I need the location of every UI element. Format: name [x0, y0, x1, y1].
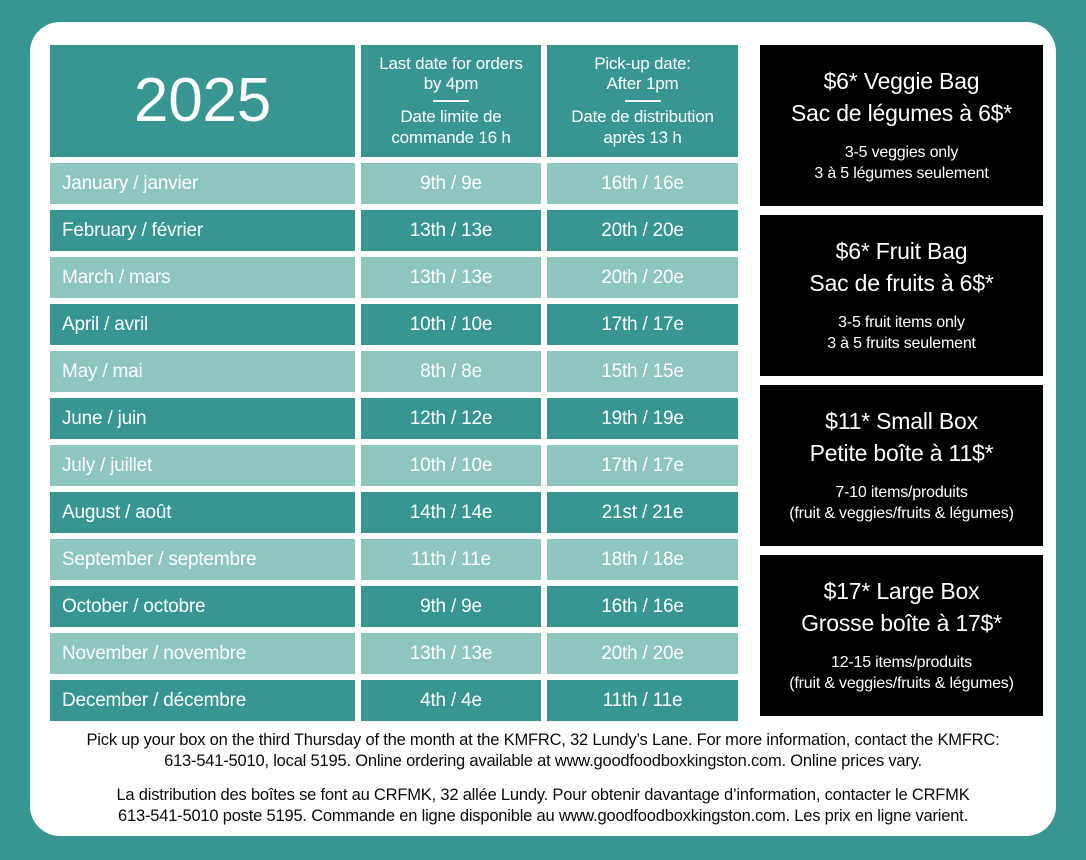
month-cell: November / novembre	[50, 633, 355, 674]
pickup-date-cell: 18th / 18e	[547, 539, 738, 580]
header-divider-line	[433, 100, 469, 102]
product-title-fr: Sac de légumes à 6$*	[790, 100, 1013, 127]
order-date-cell: 9th / 9e	[361, 586, 541, 627]
pickup-header-en-line2: After 1pm	[606, 74, 679, 94]
order-date-cell: 10th / 10e	[361, 304, 541, 345]
footer-english-paragraph	[38, 730, 1048, 773]
order-date-cell: 14th / 14e	[361, 492, 541, 533]
order-date-cell: 13th / 13e	[361, 257, 541, 298]
column-header-pickup-date	[547, 45, 738, 157]
product-desc-line2: 3 à 5 fruits seulement	[827, 334, 976, 352]
footer-en-line1: Pick up your box on the third Thursday of the month at the KMFRC, 32 Lundy’s Lane. For more information, contact the KMFRC:	[86, 731, 1000, 749]
product-box-fruit-bag	[760, 215, 1043, 376]
order-date-cell: 13th / 13e	[361, 633, 541, 674]
product-desc-line1: 12-15 items/produits	[831, 653, 972, 671]
footer-fr-line2: 613-541-5010 poste 5195. Commande en ligne disponible au www.goodfoodboxkingston.com. Les prix en ligne varient.	[118, 807, 968, 826]
product-title-en: $11* Small Box	[825, 408, 978, 435]
pickup-header-en-line1: Pick-up date:	[594, 53, 691, 73]
product-desc-line2: 3 à 5 légumes seulement	[814, 164, 989, 182]
product-title-fr: Grosse boîte à 17$*	[801, 610, 1002, 637]
order-date-cell: 12th / 12e	[361, 398, 541, 439]
pickup-date-cell: 16th / 16e	[547, 586, 738, 627]
month-cell: December / décembre	[50, 680, 355, 721]
pickup-date-cell: 11th / 11e	[547, 680, 738, 721]
product-title-fr: Sac de fruits à 6$*	[809, 270, 994, 297]
pickup-date-cell: 16th / 16e	[547, 163, 738, 204]
column-header-order-deadline	[361, 45, 541, 157]
product-desc-line1: 3-5 fruit items only	[838, 313, 965, 331]
pickup-date-cell: 17th / 17e	[547, 445, 738, 486]
order-date-cell: 10th / 10e	[361, 445, 541, 486]
pickup-header-fr-line1: Date de distribution	[571, 107, 714, 126]
header-divider-line	[625, 100, 661, 102]
product-desc-line2: (fruit & veggies/fruits & légumes)	[789, 504, 1014, 522]
schedule-table	[50, 45, 738, 721]
order-date-cell: 8th / 8e	[361, 351, 541, 392]
pickup-date-cell: 19th / 19e	[547, 398, 738, 439]
month-cell: April / avril	[50, 304, 355, 345]
product-desc-line1: 3-5 veggies only	[844, 143, 959, 161]
order-header-en-line1: Last date for orders	[379, 53, 523, 73]
footer-info	[38, 730, 1048, 840]
month-cell: May / mai	[50, 351, 355, 392]
order-date-cell: 9th / 9e	[361, 163, 541, 204]
footer-fr-line1: La distribution des boîtes se font au CRFMK, 32 allée Lundy. Pour obtenir davantage d’information, contacter le CRFMK	[116, 785, 970, 804]
month-cell: February / février	[50, 210, 355, 251]
order-header-en-line2: by 4pm	[423, 74, 479, 94]
month-cell: March / mars	[50, 257, 355, 298]
month-cell: June / juin	[50, 398, 355, 439]
pickup-date-cell: 20th / 20e	[547, 633, 738, 674]
flyer-card	[30, 22, 1056, 836]
pickup-date-cell: 20th / 20e	[547, 210, 738, 251]
product-title-fr: Petite boîte à 11$*	[809, 440, 994, 467]
order-date-cell: 4th / 4e	[361, 680, 541, 721]
product-desc-line1: 7-10 items/produits	[835, 483, 968, 501]
pickup-date-cell: 20th / 20e	[547, 257, 738, 298]
order-date-cell: 13th / 13e	[361, 210, 541, 251]
month-cell: August / août	[50, 492, 355, 533]
pickup-header-fr-line2: après 13 h	[603, 127, 682, 147]
pickup-date-cell: 17th / 17e	[547, 304, 738, 345]
product-title-en: $6* Veggie Bag	[823, 68, 980, 95]
order-header-fr-line2: commande 16 h	[391, 127, 511, 147]
pickup-date-cell: 21st / 21e	[547, 492, 738, 533]
month-cell: October / octobre	[50, 586, 355, 627]
product-box-small-box	[760, 385, 1043, 546]
order-header-fr-line1: Date limite de	[400, 107, 502, 126]
year-heading	[50, 45, 355, 157]
month-cell: January / janvier	[50, 163, 355, 204]
footer-en-line2: 613-541-5010, local 5195. Online ordering available at www.goodfoodboxkingston.com. Online prices vary.	[164, 752, 922, 771]
product-title-en: $17* Large Box	[823, 578, 980, 605]
footer-french-paragraph	[38, 785, 1048, 828]
product-desc-line2: (fruit & veggies/fruits & légumes)	[789, 674, 1014, 692]
product-box-veggie-bag	[760, 45, 1043, 206]
product-box-large-box	[760, 555, 1043, 716]
product-title-en: $6* Fruit Bag	[835, 238, 968, 265]
month-cell: July / juillet	[50, 445, 355, 486]
pickup-date-cell: 15th / 15e	[547, 351, 738, 392]
year-text: 2025	[133, 66, 272, 135]
month-cell: September / septembre	[50, 539, 355, 580]
order-date-cell: 11th / 11e	[361, 539, 541, 580]
